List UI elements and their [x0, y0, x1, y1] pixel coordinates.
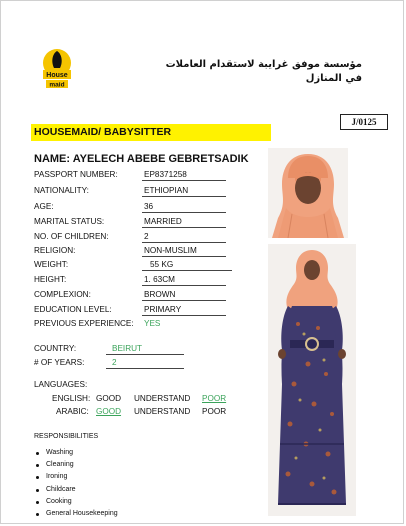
candidate-name: AYELECH ABEBE GEBRETSADIK: [72, 153, 249, 165]
field-value: 2: [106, 358, 184, 369]
field-value: NON-MUSLIM: [142, 246, 226, 257]
agency-name-arabic: [150, 58, 362, 86]
agency-logo: [40, 46, 74, 92]
agency-name-line2: في المنازل: [305, 73, 362, 84]
language-name: ENGLISH:: [52, 394, 91, 403]
field-label: NO. OF CHILDREN:: [34, 232, 109, 241]
portrait-photo: [268, 148, 348, 238]
field-label: HEIGHT:: [34, 275, 67, 284]
language-row-english: [52, 394, 252, 405]
option-poor-selected: POOR: [202, 394, 227, 403]
reference-number: J/0125: [340, 114, 388, 130]
position-title: HOUSEMAID/ BABYSITTER: [31, 124, 271, 141]
option-good: GOOD: [96, 394, 122, 403]
list-item: Cooking: [34, 496, 118, 508]
field-value: 1. 63CM: [142, 275, 226, 286]
language-row-arabic: [56, 407, 256, 418]
list-item: Ironing: [34, 471, 118, 483]
field-label: WEIGHT:: [34, 260, 69, 269]
language-name: ARABIC:: [56, 407, 89, 416]
option-good-selected: GOOD: [96, 407, 122, 416]
field-label: PREVIOUS EXPERIENCE:: [34, 319, 134, 328]
languages-title: LANGUAGES:: [34, 380, 88, 389]
field-label: PASSPORT NUMBER:: [34, 170, 118, 179]
field-label: COUNTRY:: [34, 344, 77, 353]
svg-text:maid: maid: [49, 81, 65, 89]
field-label: MARITAL STATUS:: [34, 217, 105, 226]
field-value: EP8371258: [142, 170, 226, 181]
option-poor: POOR: [202, 407, 227, 416]
field-value: BEIRUT: [106, 344, 184, 355]
field-label: # OF YEARS:: [34, 358, 85, 367]
list-item: General Housekeeping: [34, 508, 118, 520]
responsibilities-list: [34, 447, 118, 520]
full-body-photo: [268, 244, 356, 516]
field-label: COMPLEXION:: [34, 290, 91, 299]
field-value: PRIMARY: [142, 305, 226, 316]
field-label: AGE:: [34, 202, 54, 211]
name-label: NAME: [34, 153, 67, 165]
list-item: Cleaning: [34, 459, 118, 471]
field-value: MARRIED: [142, 217, 226, 228]
option-understand: UNDERSTAND: [134, 394, 191, 403]
field-value: ETHIOPIAN: [142, 186, 226, 197]
responsibilities-title: RESPONSIBILITIES: [34, 433, 99, 440]
candidate-name-line: NAME: AYELECH ABEBE GEBRETSADIK: [34, 153, 249, 165]
field-label: NATIONALITY:: [34, 186, 89, 195]
svg-text:House: House: [46, 72, 68, 79]
field-value: BROWN: [142, 290, 226, 301]
option-understand: UNDERSTAND: [134, 407, 191, 416]
agency-name-line1: مؤسسة موفق غرايبة لاستقدام العاملات: [165, 59, 362, 70]
field-value: 55 KG: [142, 260, 232, 271]
list-item: Childcare: [34, 484, 118, 496]
field-value: YES: [144, 319, 161, 328]
list-item: Washing: [34, 447, 118, 459]
field-value: 2: [142, 232, 226, 243]
field-label: RELIGION:: [34, 246, 76, 255]
field-label: EDUCATION LEVEL:: [34, 305, 112, 314]
field-value: 36: [142, 202, 226, 213]
